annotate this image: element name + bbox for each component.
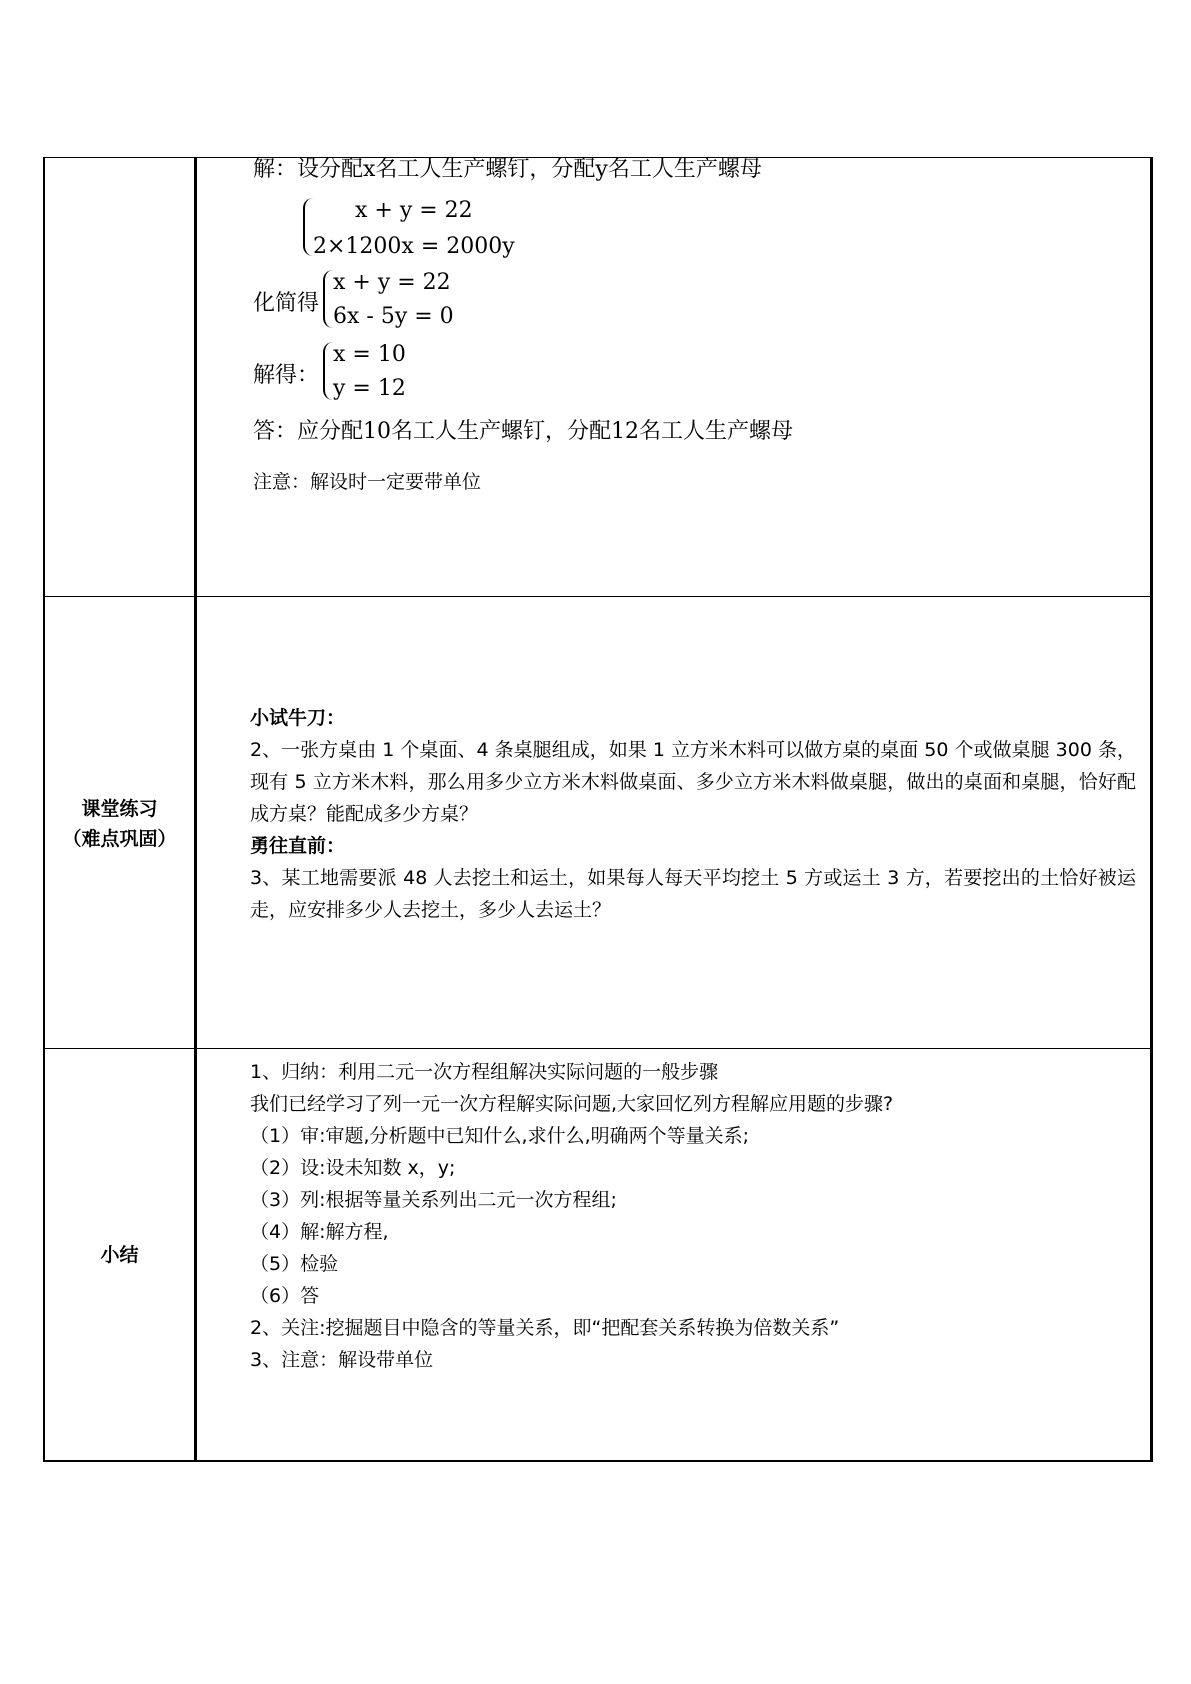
summary-line: （6）答: [250, 1285, 320, 1307]
brace-left: [323, 270, 333, 328]
practice-cell: [250, 702, 1136, 926]
simplified-equation-1: x + y = 22: [333, 270, 451, 295]
column-divider: [194, 158, 197, 1460]
answer-line: 答：应分配10名工人生产螺钉，分配12名工人生产螺母: [253, 419, 793, 444]
simplify-label: 化简得: [253, 291, 320, 316]
result-y: y = 12: [333, 376, 406, 401]
solve-label: 解得：: [253, 363, 320, 388]
heading-try: 小试牛刀：: [250, 707, 346, 729]
summary-line: 3、注意：解设带单位: [250, 1349, 434, 1371]
equation-2: 2×1200x = 2000y: [313, 234, 515, 259]
question-3: 3、某工地需要派 48 人去挖土和运土，如果每人每天平均挖土 5 方或运土 3 方，若要挖出的土恰好被运走，应安排多少人去挖土，多少人去运土？: [250, 867, 1136, 921]
equation-1: x + y = 22: [355, 198, 473, 223]
solution-cell: [207, 158, 1138, 596]
summary-line: （5）检验: [250, 1253, 339, 1275]
summary-line: （3）列:根据等量关系列出二元一次方程组;: [250, 1189, 617, 1211]
summary-label: 小结: [100, 1244, 139, 1266]
row-divider-1: [45, 596, 1150, 597]
result-x: x = 10: [333, 342, 406, 367]
row-divider-2: [45, 1048, 1150, 1049]
summary-line: （4）解:解方程,: [250, 1221, 389, 1243]
solution-setup: 解：设分配x名工人生产螺钉，分配y名工人生产螺母: [253, 157, 762, 182]
summary-line: 1、归纳：利用二元一次方程组解决实际问题的一般步骤: [250, 1061, 719, 1083]
note-line: 注意：解设时一定要带单位: [253, 471, 482, 493]
summary-cell: [250, 1056, 1136, 1376]
heading-advance: 勇往直前：: [250, 835, 346, 857]
summary-line: （1）审:审题,分析题中已知什么,求什么,明确两个等量关系;: [250, 1125, 750, 1147]
lesson-table: [43, 157, 1153, 1462]
question-2: 2、一张方桌由 1 个桌面、4 条桌腿组成，如果 1 立方米木料可以做方桌的桌面 50 个或做桌腿 300 条，现有 5 立方米木料，那么用多少立方米木料做桌面、多少立方米木料做桌腿，做出的桌面和桌腿，恰好配成方桌？能配成多少方桌？: [250, 739, 1136, 825]
summary-line: 我们已经学习了列一元一次方程解实际问题,大家回忆列方程解应用题的步骤?: [250, 1093, 894, 1115]
summary-line: （2）设:设未知数 x，y;: [250, 1157, 456, 1179]
simplified-equation-2: 6x - 5y = 0: [333, 304, 454, 329]
practice-label: 课堂练习 （难点巩固）: [62, 798, 177, 850]
brace-left: [303, 198, 313, 256]
summary-line: 2、关注:挖掘题目中隐含的等量关系，即“把配套关系转换为倍数关系”: [250, 1317, 840, 1339]
brace-left: [323, 342, 333, 400]
